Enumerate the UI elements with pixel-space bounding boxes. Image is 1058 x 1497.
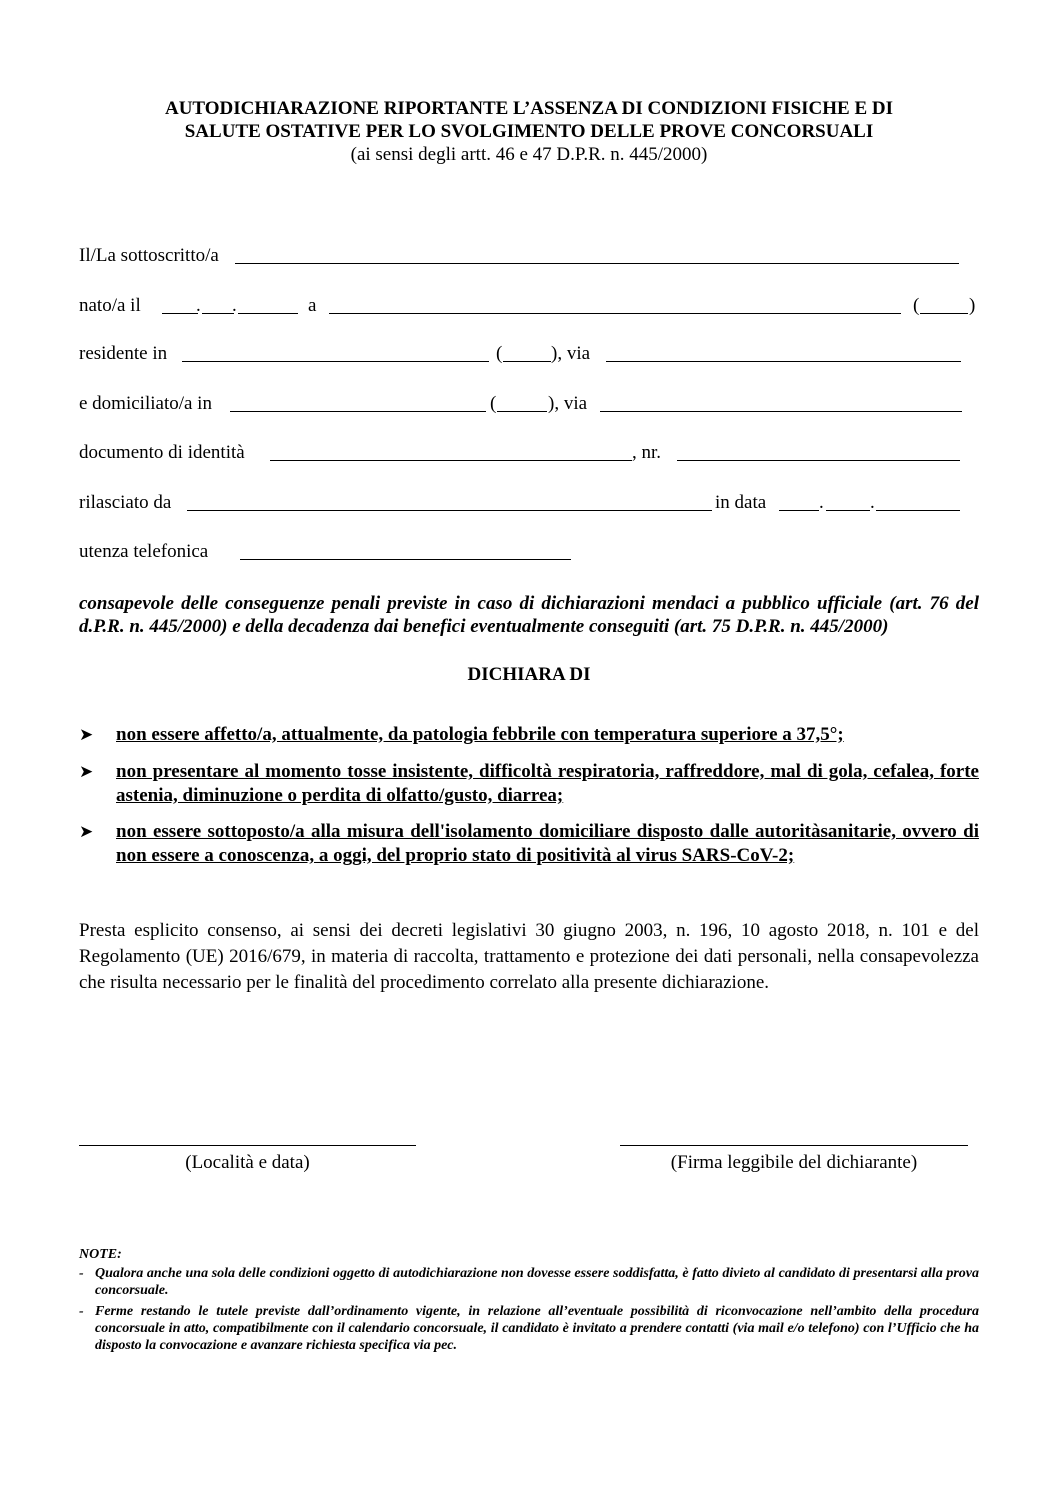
label-utenza: utenza telefonica — [79, 541, 209, 562]
declaration-text: non presentare al momento tosse insistente, difficoltà respiratoria, raffreddore, mal di gola, cefalea, forte astenia, diminuzione o perdita di olfatto/gusto, diarrea; — [116, 761, 979, 806]
label-sottoscritto: Il/La sottoscritto/a — [79, 245, 219, 266]
label-via: ), via — [548, 393, 588, 414]
form-row-name — [79, 245, 979, 269]
arrow-bullet-icon: ➤ — [79, 725, 94, 744]
place-date-line[interactable] — [79, 1145, 416, 1146]
field-document-number[interactable] — [677, 442, 960, 461]
paren-open: ( — [490, 393, 497, 414]
field-birth-year[interactable] — [238, 295, 298, 314]
declaration-text: non essere sottoposto/a alla misura dell'isolamento domiciliare disposto dalle autoritàsanitarie, ovvero di non essere a conoscenza, a oggi, del proprio stato di positività al virus SARS-CoV-2; — [116, 821, 979, 866]
label-documento: documento di identità — [79, 442, 245, 463]
consent-paragraph: Presta esplicito consenso, ai sensi dei decreti legislativi 30 giugno 2003, n. 196, 10 agosto 2018, n. 101 e del Regolamento (UE) 2016/679, in materia di raccolta, trattamento e protezione dei dati personali, nella consapevolezza che risulta necessario per le finalità del procedimento correlato alla presente dichiarazione. — [79, 920, 979, 993]
field-birth-month[interactable] — [202, 295, 234, 314]
form-row-residence — [79, 343, 979, 367]
field-issue-day[interactable] — [779, 492, 819, 511]
arrow-bullet-icon: ➤ — [79, 762, 94, 781]
paren-open: ( — [913, 295, 920, 316]
date-separator: . — [870, 492, 875, 513]
form-row-document — [79, 442, 979, 466]
place-date-caption: (Località e data) — [185, 1152, 310, 1173]
field-issue-month[interactable] — [826, 492, 870, 511]
field-name[interactable] — [235, 245, 959, 264]
field-phone[interactable] — [240, 541, 571, 560]
field-residence-province[interactable] — [503, 343, 551, 362]
field-birth-place[interactable] — [329, 295, 901, 314]
note-text: Qualora anche una sola delle condizioni oggetto di autodichiarazione non dovesse essere soddisfatta, è fatto divieto al candidato di presentarsi alla prova concorsuale. — [95, 1266, 979, 1298]
field-birth-day[interactable] — [162, 295, 198, 314]
document-title-line-2: SALUTE OSTATIVE PER LO SVOLGIMENTO DELLE PROVE CONCORSUALI — [184, 121, 874, 142]
note-text: Ferme restando le tutele previste dall’ordinamento vigente, in relazione all’eventuale possibilità di riconvocazione nell’ambito della procedura concorsuale in atto, compatibilmente con il calendario concorsuale, il candidato è invitato a prendere contatti (via mail e/o telefono) con l’Ufficio che ha disposto la convocazione e avanzare richiesta specifica via pec. — [95, 1304, 979, 1353]
field-issue-year[interactable] — [876, 492, 960, 511]
date-separator: . — [196, 295, 201, 316]
note-item — [79, 1303, 979, 1354]
label-domiciliato-in: e domiciliato/a in — [79, 393, 212, 414]
declaration-text: non essere affetto/a, attualmente, da patologia febbrile con temperatura superiore a 37,5°; — [116, 724, 844, 745]
note-item — [79, 1265, 979, 1299]
label-a: a — [308, 295, 317, 316]
signature-line[interactable] — [620, 1145, 968, 1146]
form-row-birth — [79, 295, 979, 319]
notes-label: NOTE: — [79, 1247, 122, 1262]
field-issued-by[interactable] — [187, 492, 712, 511]
paren-close: ) — [969, 295, 976, 316]
document-subtitle: (ai sensi degli artt. 46 e 47 D.P.R. n. 445/2000) — [350, 144, 708, 165]
note-dash: - — [79, 1266, 84, 1281]
field-birth-province[interactable] — [920, 295, 968, 314]
label-via: ), via — [551, 343, 591, 364]
note-dash: - — [79, 1304, 84, 1319]
label-residente-in: residente in — [79, 343, 168, 364]
form-row-issued — [79, 492, 979, 516]
label-in-data: in data — [715, 492, 767, 513]
paren-open: ( — [496, 343, 503, 364]
label-nato-il: nato/a il — [79, 295, 141, 316]
field-residence-city[interactable] — [182, 343, 489, 362]
label-rilasciato-da: rilasciato da — [79, 492, 172, 513]
form-row-domicile — [79, 393, 979, 417]
signature-caption: (Firma leggibile del dichiarante) — [670, 1152, 918, 1173]
notes-section — [79, 1246, 979, 1358]
field-domicile-city[interactable] — [230, 393, 486, 412]
field-residence-street[interactable] — [606, 343, 961, 362]
arrow-bullet-icon: ➤ — [79, 822, 94, 841]
label-nr: , nr. — [632, 442, 662, 463]
document-title-line-1: AUTODICHIARAZIONE RIPORTANTE L’ASSENZA DI CONDIZIONI FISICHE E DI — [164, 98, 893, 119]
field-domicile-street[interactable] — [600, 393, 962, 412]
declares-heading: DICHIARA DI — [467, 664, 591, 685]
form-row-phone — [79, 541, 979, 565]
date-separator: . — [819, 492, 824, 513]
field-document-type[interactable] — [270, 442, 632, 461]
awareness-paragraph: consapevole delle conseguenze penali previste in caso di dichiarazioni mendaci a pubblico ufficiale (art. 76 del d.P.R. n. 445/2000) e della decadenza dai benefici eventualmente conseguiti (art. 75 D.P.R. n. 445/2000) — [79, 593, 979, 637]
date-separator: . — [232, 295, 237, 316]
field-domicile-province[interactable] — [497, 393, 547, 412]
